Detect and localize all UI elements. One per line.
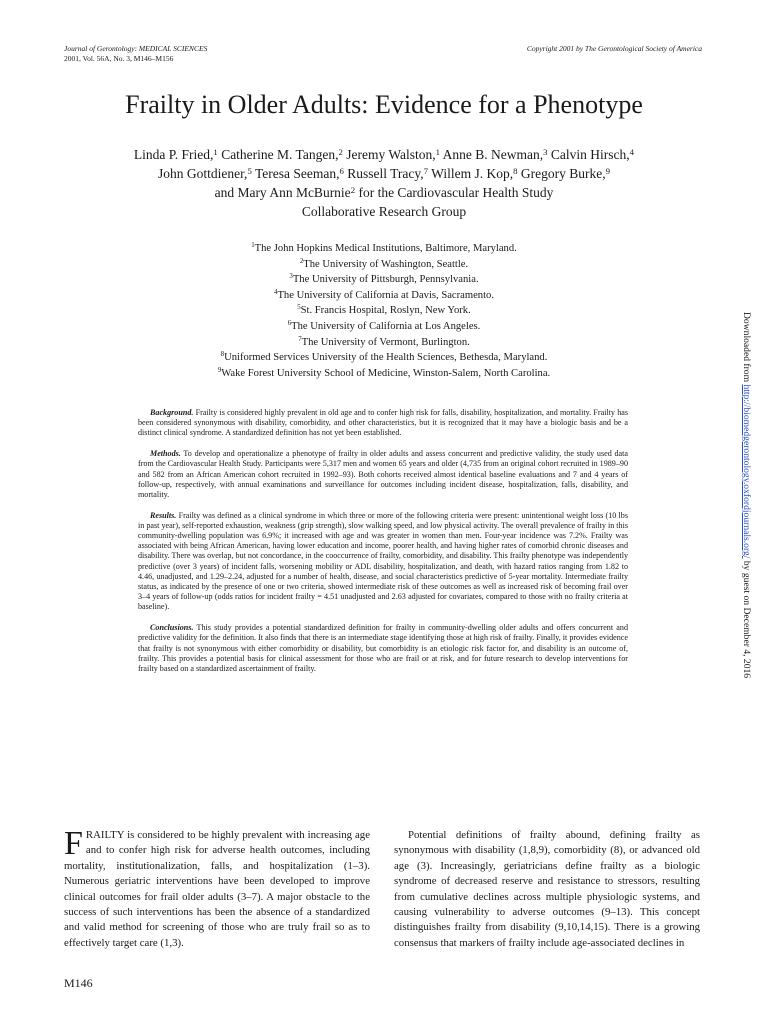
affiliation-number: 7 [298,335,302,343]
page-number: M146 [64,976,93,990]
abstract-background-text: Frailty is considered highly prevalent in old age and to confer high risk for falls, disability, hospitalization, and mortality. Frailty has been considered synonymous with disability, comorbidity, and other characteristics, but it is recognized that it may have a biologic basis and be a distinct clinical syndrome. A standardized definition has not yet been established. [138,408,628,438]
author-name: Jeremy Walston, [346,147,436,162]
affiliation-item [64,303,704,319]
body-text: RAILTY is considered to be highly prevalent with increasing age and to confer high risk for adverse health outcomes, including mortality, institutionalization, falls, and hospitalization (1–3). Numerous geriatric interventions have been developed to improve clinical outcomes for frail older adults (3–7). A major obstacle to the success of such interventions has been the absence of a standardized and valid method for screening of those who are truly frail so as to effectively target care (1,3). [64,829,370,949]
author-affil-marker: 4 [629,147,635,157]
drop-cap: F [64,825,83,862]
affiliation-number: 9 [217,366,222,374]
author-affil-marker: 6 [339,166,344,176]
affiliation-item [64,272,704,288]
affiliation-text: The University of California at Los Angeles. [291,320,481,332]
journal-volume: 2001, Vol. 56A, No. 3, M146–M156 [64,54,174,63]
abstract-background [138,408,628,439]
affiliation-number: 2 [299,257,304,265]
author-affil-marker: 7 [423,166,429,176]
author-name: Gregory Burke, [520,166,606,181]
abstract-conclusions-label: Conclusions. [150,623,194,633]
download-prefix: Downloaded from [741,312,752,385]
author-affil-marker: 8 [513,166,518,176]
abstract-methods-text: To develop and operationalize a phenotype of frailty in older adults and assess concurrent and predictive validity, the study used data from the Cardiovascular Health Study. Participants were 5,317 men and women 65 years and older (4,735 from an original cohort recruited in 1989–90 and 582 from an African American cohort recruited in 1992–93). Both cohorts received almost identical baseline evaluations and 7 and 4 years of follow-up, respectively, with annual examinations and surveillance for outcomes including incident disease, hospitalization, falls, disability, and mortality. [138,449,628,499]
affiliation-text: The University of California at Davis, Sacramento. [277,289,494,301]
abstract-results-label: Results. [150,510,177,520]
author-affil-marker: 5 [247,166,252,176]
author-name: Anne B. Newman, [442,147,544,162]
affiliation-item [64,350,704,366]
author-affil-marker: 2 [350,185,356,195]
abstract-conclusions-text: This study provides a potential standardized definition for frailty in community-dwelling older adults and offers concurrent and predictive validity for the definition. It also finds that there is an intermediate stage identifying those at high risk of frailty. Finally, it provides evidence that frailty is not synonymous with either comorbidity or disability, but comorbidity is an etiologic risk factor for, and disability is an outcome of, frailty. This provides a potential basis for clinical assessment for those who are frail or at risk, and for future research to develop interventions for frailty based on a standardized ascertainment of frailty. [138,623,628,673]
author-affil-marker: 3 [543,147,548,157]
journal-header [64,44,207,64]
author-affil-marker: 2 [338,147,343,157]
affiliation-text: The John Hopkins Medical Institutions, Baltimore, Maryland. [254,243,517,254]
author-affil-marker: 1 [213,147,218,157]
author-line-1 [64,145,704,164]
body-paragraph [64,825,370,951]
affiliation-number: 4 [274,288,278,296]
abstract [138,408,628,685]
affiliation-text: Wake Forest University School of Medicine, Winston-Salem, North Carolina. [221,367,551,379]
affiliation-item [64,257,704,273]
paper-title: Frailty in Older Adults: Evidence for a Phenotype [125,90,643,119]
author-group-text: for the Cardiovascular Health Study [358,185,554,200]
author-name: Linda P. Fried, [133,147,214,162]
affiliation-text: The University of Vermont, Burlington. [301,336,470,348]
abstract-conclusions [138,623,628,674]
copyright-notice: Copyright 2001 by The Gerontological Society of America [526,44,702,53]
journal-link[interactable]: http://biomedgerontology.oxfordjournals.org/ [741,384,752,559]
affiliation-item [64,319,704,335]
author-line-2 [64,164,704,183]
author-line-3 [64,183,704,202]
abstract-results-text: Frailty was defined as a clinical syndrome in which three or more of the following criteria were present: unintentional weight loss (10 lbs in past year), self-reported exhaustion, weakness (grip strength), slow walking speed, and low physical activity. The overall prevalence of frailty in this community-dwelling population was 6.9%; it increased with age and was greater in women than men. Four-year incidence was 7.2%. Frailty was associated with being African American, having lower education and income, poorer health, and having higher rates of comorbid chronic diseases and disability. There was overlap, but not concordance, in the cooccurrence of frailty, comorbidity, and disability. This frailty phenotype was independently predictive (over 3 years) of incident falls, worsening mobility or ADL disability, hospitalization, and death, with hazard ratios ranging from 1.82 to 4.46, unadjusted, and 1.29–2.24, adjusted for a number of health, disease, and social characteristics predictive of 5-year mortality. Intermediate frailty status, as indicated by the presence of one or two criteria, showed intermediate risk of these outcomes as well as increased risk of becoming frail over 3–4 years of follow-up (odds ratios for incident frailty = 4.51 unadjusted and 2.63 adjusted for covariates, compared to those with no frailty criteria at baseline). [138,510,628,612]
affiliation-text: Uniformed Services University of the Health Sciences, Bethesda, Maryland. [224,352,548,364]
body-paragraph: Potential definitions of frailty abound, defining frailty as synonymous with disability (1,8,9), comorbidity (8), or advanced old age (3). Increasingly, geriatricians define frailty as a biologic syndrome of decreased reserve and resistance to stressors, resulting from cumulative declines across multiple physiologic systems, and causing vulnerability to adverse outcomes (9–13). This concept distinguishes frailty from disability (9,10,14,15). There is a growing consensus that markers of frailty include age-associated declines in [394,829,700,949]
download-suffix: by guest on December 4, 2016 [741,558,752,679]
author-list [64,145,704,221]
affiliation-item [64,241,704,257]
affiliation-text: The University of Pittsburgh, Pennsylvania. [292,274,479,286]
affiliation-number: 3 [289,273,293,281]
abstract-methods [138,449,628,500]
journal-name: Journal of Gerontology: MEDICAL SCIENCES [64,44,208,53]
author-name: Calvin Hirsch, [550,147,630,162]
author-name: Teresa Seeman, [254,166,340,181]
affiliation-item [64,335,704,351]
download-notice [737,312,753,732]
body-column-left [64,825,370,951]
abstract-background-label: Background. [150,408,194,417]
author-name: Russell Tracy, [347,166,424,181]
author-name: and Mary Ann McBurnie [214,185,351,200]
affiliation-text: The University of Washington, Seattle. [303,258,469,270]
abstract-results [138,511,628,613]
author-line-4: Collaborative Research Group [301,204,467,219]
abstract-methods-label: Methods. [150,449,181,459]
affiliation-item [64,366,704,382]
affiliation-number: 8 [220,351,225,359]
affiliation-number: 1 [251,242,255,249]
affiliation-list [64,241,704,381]
author-name: John Gottdiener, [157,166,248,181]
affiliation-text: St. Francis Hospital, Roslyn, New York. [300,305,471,317]
author-name: Willem J. Kop, [431,166,514,181]
author-name: Catherine M. Tangen, [221,147,339,162]
body-column-right [394,828,700,951]
author-affil-marker: 1 [435,147,441,157]
affiliation-number: 6 [287,319,292,327]
affiliation-number: 5 [297,304,301,312]
affiliation-item [64,288,704,304]
author-affil-marker: 9 [605,166,611,176]
